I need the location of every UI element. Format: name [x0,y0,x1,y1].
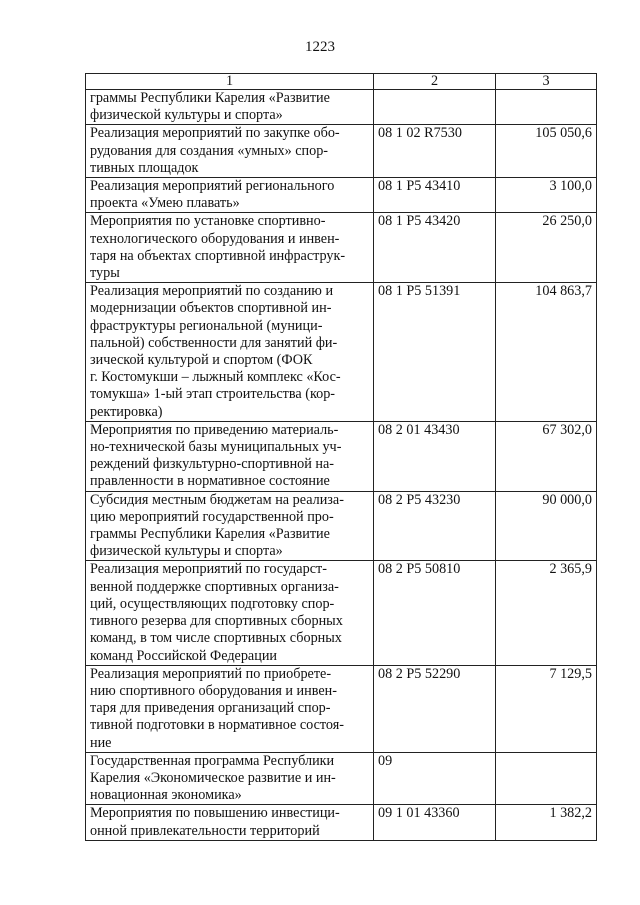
row-name-cell [86,213,374,283]
row-name-line: Реализация мероприятий по приобрете- [90,665,332,682]
row-code-cell: 08 1 P5 51391 [374,283,496,422]
page-number: 1223 [305,39,335,55]
row-name-line: нию спортивного оборудования и инвен- [90,682,337,699]
row-name-line: граммы Республики Карелия «Развитие [90,526,330,543]
row-name-line: туры [90,265,120,282]
row-name-line: проекта «Умею плавать» [90,195,240,212]
row-name-cell [86,421,374,491]
row-name-line: зической культурой и спортом (ФОК [90,352,313,369]
table-row [86,752,597,805]
row-code-cell: 08 2 01 43430 [374,421,496,491]
row-name-line: тивных площадок [90,159,199,176]
row-name-line: Реализация мероприятий регионального [90,178,335,195]
row-name-line: Реализация мероприятий по созданию и [90,283,334,300]
row-code-cell: 08 2 P5 43230 [374,491,496,561]
table-row [86,90,597,125]
row-code-cell: 08 1 P5 43420 [374,213,496,283]
row-name-line: ций, осуществляющих подготовку спор- [90,595,335,612]
row-name-line: физической культуры и спорта» [90,107,283,124]
row-name-line: тивной подготовки в нормативное состоя- [90,717,344,734]
row-code-cell: 08 2 P5 50810 [374,561,496,665]
row-code-cell: 09 [374,752,496,805]
row-amount-cell: 7 129,5 [496,665,597,752]
row-name-cell [86,805,374,840]
row-name-line: таря для приведения организаций спор- [90,700,331,717]
row-name-line: правленности в нормативное состояние [90,473,330,490]
row-name-line: физической культуры и спорта» [90,543,283,560]
row-amount-cell: 3 100,0 [496,178,597,213]
row-name-cell [86,491,374,561]
column-header-amount: 3 [496,74,597,90]
row-code-cell: 08 1 02 R7530 [374,125,496,178]
table-row [86,283,597,422]
table-row [86,491,597,561]
row-name-cell [86,665,374,752]
row-name-line: венной поддержке спортивных организа- [90,578,339,595]
row-name-line: Реализация мероприятий по закупке обо- [90,125,340,142]
row-name-cell [86,561,374,665]
column-header-code: 2 [374,74,496,90]
row-name-cell [86,90,374,125]
row-name-cell [86,752,374,805]
row-amount-cell: 104 863,7 [496,283,597,422]
row-name-line: фраструктуры региональной (муници- [90,317,323,334]
row-name-line: тивного резерва для спортивных сборных [90,613,343,630]
row-name-line: Карелия «Экономическое развитие и ин- [90,769,336,786]
row-name-line: модернизации объектов спортивной ин- [90,300,332,317]
row-name-cell [86,178,374,213]
row-name-line: г. Костомукши – лыжный комплекс «Кос- [90,369,341,386]
column-header-name: 1 [86,74,374,90]
table-row [86,561,597,665]
row-name-line: команд, в том числе спортивных сборных [90,630,342,647]
row-name-cell [86,125,374,178]
row-code-cell [374,90,496,125]
row-name-line: Мероприятия по установке спортивно- [90,213,326,230]
row-name-line: Субсидия местным бюджетам на реализа- [90,491,344,508]
table-row [86,421,597,491]
row-name-line: Реализация мероприятий по государст- [90,561,327,578]
row-amount-cell: 67 302,0 [496,421,597,491]
table-row [86,178,597,213]
table-row [86,805,597,840]
row-name-line: томукша» 1-ый этап строительства (кор- [90,386,336,403]
row-name-cell [86,283,374,422]
row-name-line: граммы Республики Карелия «Развитие [90,90,330,106]
row-amount-cell: 1 382,2 [496,805,597,840]
row-name-line: новационная экономика» [90,787,242,804]
row-code-cell: 08 2 P5 52290 [374,665,496,752]
row-name-line: технологического оборудования и инвен- [90,230,340,247]
row-amount-cell: 26 250,0 [496,213,597,283]
row-amount-cell [496,752,597,805]
budget-table [85,73,597,841]
row-name-line: онной привлекательности территорий [90,822,320,839]
row-name-line: цию мероприятий государственной про- [90,508,334,525]
table-row [86,213,597,283]
row-name-line: Мероприятия по повышению инвестици- [90,805,340,822]
table-row [86,665,597,752]
table-header-row [86,74,597,90]
row-code-cell: 08 1 P5 43410 [374,178,496,213]
row-name-line: ние [90,734,112,751]
row-name-line: Государственная программа Республики [90,752,335,769]
row-name-line: команд Российской Федерации [90,647,277,664]
row-name-line: таря на объектах спортивной инфраструк- [90,247,346,264]
row-name-line: рудования для создания «умных» спор- [90,142,329,159]
row-name-line: но-технической базы муниципальных уч- [90,439,342,456]
row-code-cell: 09 1 01 43360 [374,805,496,840]
table-body [86,90,597,841]
row-amount-cell: 90 000,0 [496,491,597,561]
row-name-line: реждений физкультурно-спортивной на- [90,456,335,473]
table-row [86,125,597,178]
row-amount-cell: 2 365,9 [496,561,597,665]
row-amount-cell: 105 050,6 [496,125,597,178]
row-name-line: пальной) собственности для занятий фи- [90,334,338,351]
row-amount-cell [496,90,597,125]
row-name-line: ректировка) [90,403,163,420]
row-name-line: Мероприятия по приведению материаль- [90,421,339,438]
